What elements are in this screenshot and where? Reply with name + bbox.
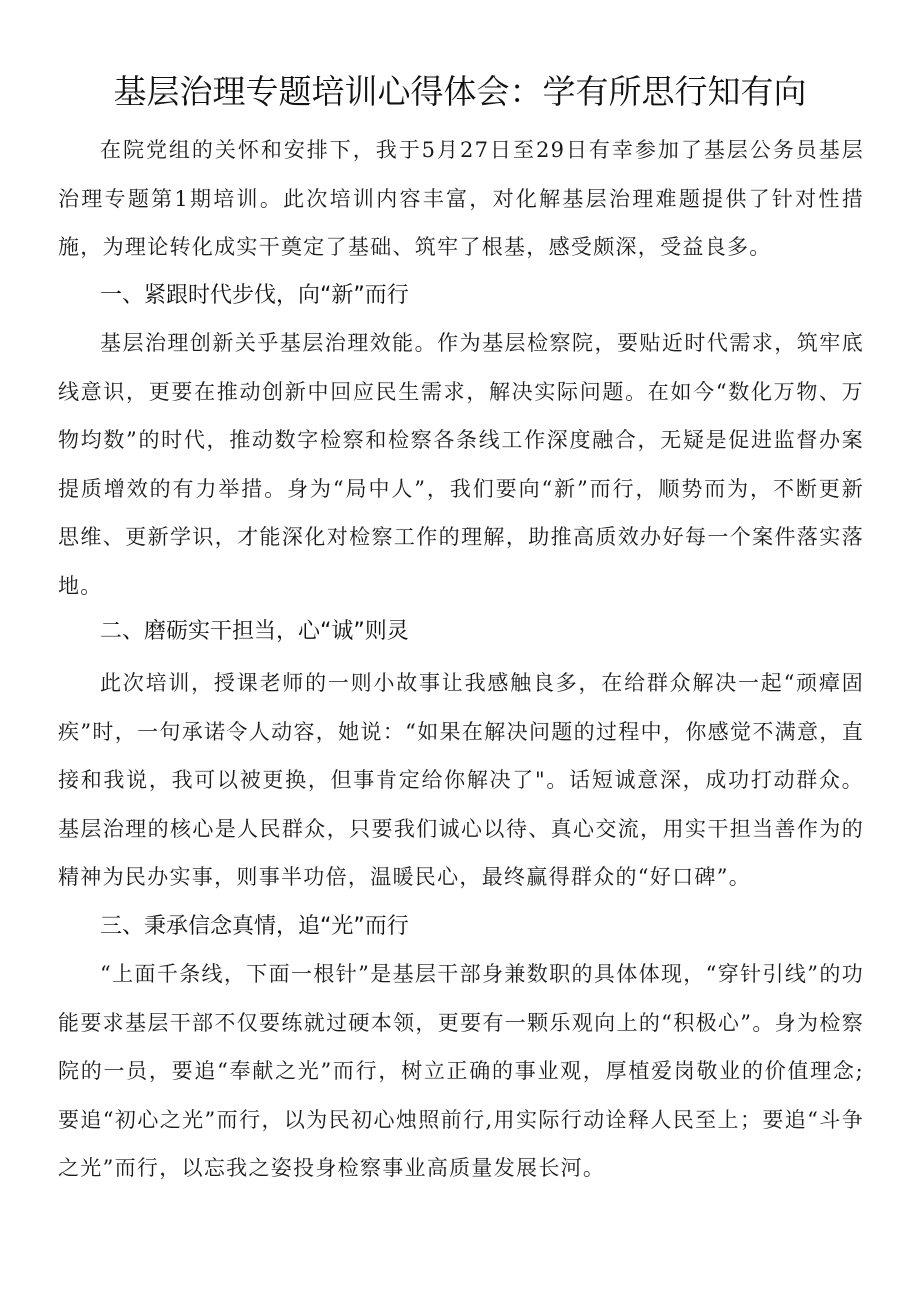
section-3-body-block: [58, 950, 864, 1193]
section-1-body-block: [58, 319, 864, 611]
section-1-heading: 一、紧跟时代步伐，向“新”而行: [100, 283, 409, 308]
section-3-heading: 三、秉承信念真情，追“光”而行: [100, 914, 409, 939]
section-1-paragraph: 基层治理创新关乎基层治理效能。作为基层检察院，要贴近时代需求，筑牢底线意识，更要在推动创新中回应民生需求，解决实际问题。在如今“数化万物、万物均数”的时代，推动数字检察和检察各条线工作深度融合，无疑是促进监督办案提质增效的有力举措。身为“局中人”，我们要向“新”而行，顺势而为，不断更新思维、更新学识，才能深化对检察工作的理解，助推高质效办好每一个案件落实落地。: [58, 331, 864, 598]
section-2-body-block: [58, 659, 864, 902]
document-title: 基层治理专题培训心得体会：学有所思行知有向: [113, 72, 807, 111]
section-2-heading: 二、磨砺实干担当，心“诚”则灵: [100, 619, 409, 644]
section-3-paragraph: “上面千条线，下面一根针”是基层干部身兼数职的具体体现，“穿针引线”的功能要求基层干部不仅要练就过硬本领，更要有一颗乐观向上的“积极心”。身为检察院的一员，要追“奉献之光”而行，树立正确的事业观，厚植爱岗敬业的价值理念;要追“初心之光”而行，以为民初心烛照前行,用实际行动诠释人民至上；要追“斗争之光”而行，以忘我之姿投身检察事业高质量发展长河。: [58, 962, 864, 1181]
intro-paragraph-block: [58, 126, 864, 272]
section-2-paragraph: 此次培训，授课老师的一则小故事让我感触良多，在给群众解决一起“顽瘴固疾”时，一句承诺令人动容，她说：“如果在解决问题的过程中，你感觉不满意，直接和我说，我可以被更换，但事肯定给你解决了"。话短诚意深，成功打动群众。基层治理的核心是人民群众，只要我们诚心以待、真心交流，用实干担当善作为的精神为民办实事，则事半功倍，温暖民心，最终赢得群众的“好口碑”。: [58, 671, 864, 890]
intro-paragraph: 在院党组的关怀和安排下，我于5月27日至29日有幸参加了基层公务员基层治理专题第1期培训。此次培训内容丰富，对化解基层治理难题提供了针对性措施，为理论转化成实干奠定了基础、筑牢了根基，感受颇深，受益良多。: [58, 138, 864, 260]
